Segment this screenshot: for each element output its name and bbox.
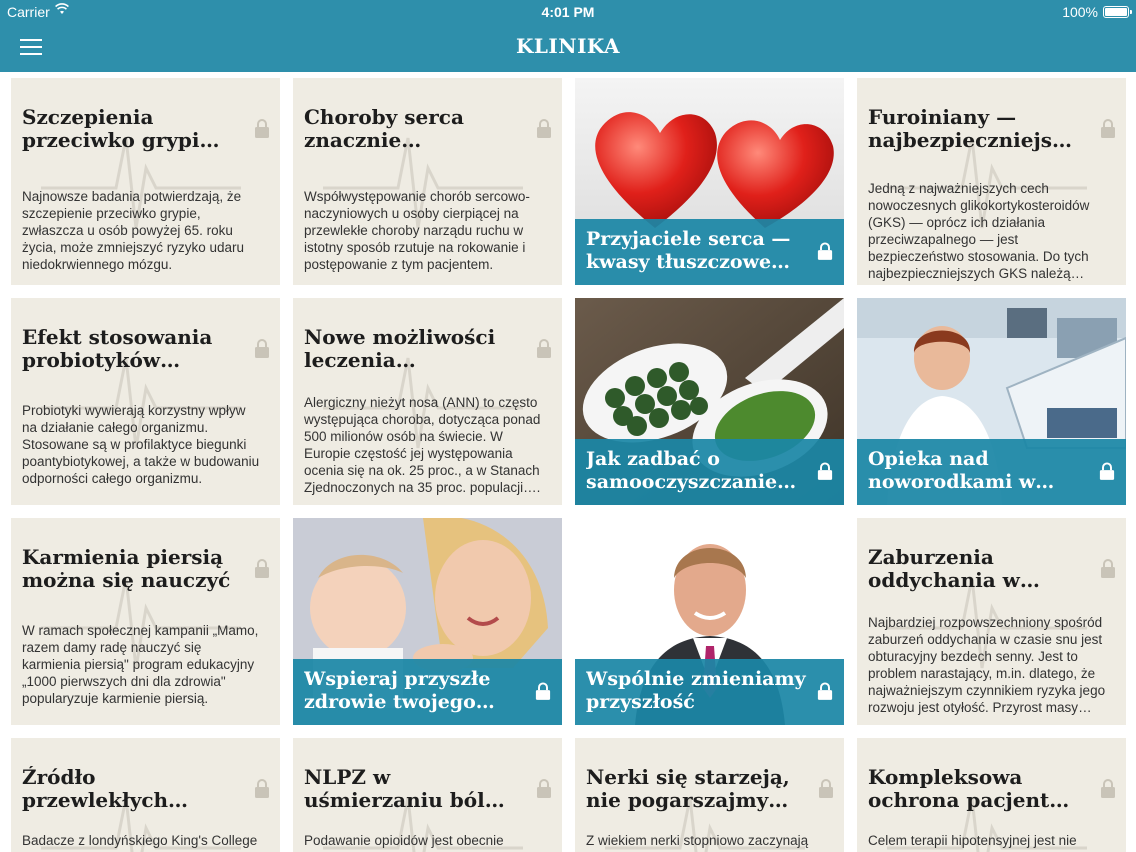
lock-icon [817, 681, 835, 701]
article-title: Furoiniany — najbezpieczniejsze [868, 106, 1077, 152]
lock-icon [818, 778, 834, 798]
carrier-label: Carrier [7, 4, 50, 20]
article-title: NLPZ w uśmierzaniu bólu [304, 766, 500, 812]
article-title-band [293, 659, 562, 725]
article-card[interactable] [857, 738, 1126, 852]
article-description: Współwystępowanie chorób sercowo-naczyniowych u osoby cierpiącej na przewlekłe choroby narządu ruchu w istotny sposób rzutuje na rokowanie i postępowanie z tym pacjentem. [304, 189, 530, 272]
article-card[interactable] [575, 738, 844, 852]
article-grid [0, 72, 1136, 852]
article-card[interactable] [857, 518, 1126, 725]
article-description: Celem terapii hipotensyjnej jest nie [868, 833, 1077, 848]
lock-icon [536, 338, 552, 358]
article-description: Z wiekiem nerki stopniowo zaczynają [586, 833, 809, 848]
page-title: KLINIKA [515, 34, 621, 58]
lock-icon [536, 118, 552, 138]
article-card[interactable] [11, 78, 280, 285]
lock-icon [1100, 778, 1116, 798]
article-card[interactable] [293, 78, 562, 285]
article-card[interactable] [293, 298, 562, 505]
article-title: Opieka nad noworodkami w [868, 448, 1036, 493]
article-description: Jedną z najważniejszych cech nowoczesnych glikokortykosteroidów (GKS) — oprócz ich działania przeciwzapalnego — jest bezpieczeństwo stosowania. Do tych najbezpieczniejszych GKS należą… [868, 181, 1090, 281]
article-card[interactable] [857, 78, 1126, 285]
lock-icon [254, 338, 270, 358]
top-bar [0, 0, 1136, 72]
article-title-band [575, 659, 844, 725]
article-description: Najnowsze badania potwierdzają, że szczepienie przeciwko grypie, zwłaszcza u osób powyżej 65. roku życia, może zmniejszyć ryzyko udaru niedokrwiennego mózgu. [22, 189, 245, 272]
lock-icon [254, 558, 270, 578]
navigation-bar [0, 24, 1136, 72]
article-title: Karmienia piersią można się nauczyć [22, 546, 231, 592]
article-description: Probiotyki wywierają korzystny wpływ na działanie całego organizmu. Stosowane są w profilaktyce biegunki poantybiotykowej, a także w budowaniu odporności całego organizmu. [22, 403, 260, 486]
article-title: Wspieraj przyszłe zdrowie twojego [304, 668, 491, 713]
article-card[interactable] [575, 78, 844, 285]
lock-icon [254, 118, 270, 138]
article-title: Nowe możliwości leczenia [304, 326, 496, 372]
article-card[interactable] [293, 518, 562, 725]
lock-icon [535, 681, 553, 701]
clock: 4:01 PM [541, 4, 595, 20]
article-title-band [575, 439, 844, 505]
lock-icon [817, 241, 835, 261]
article-description: Alergiczny nieżyt nosa (ANN) to często występująca choroba, dotycząca ponad 500 milionów osób na świecie. W Europie częstość jej występowania ocenia się na ok. 25 proc., a w Stanach Zjednoczonych na 35 proc. populacji…. [304, 395, 541, 495]
article-description: Badacze z londyńskiego King's College [22, 833, 258, 848]
article-card[interactable] [575, 518, 844, 725]
battery-percent: 100% [1062, 4, 1098, 20]
article-title: Źródło przewlekłych [22, 766, 169, 812]
article-title: Kompleksowa ochrona pacjenta [868, 766, 1063, 812]
article-card[interactable] [11, 518, 280, 725]
article-title: Przyjaciele serca — kwasy tłuszczowe [586, 228, 791, 273]
lock-icon [254, 778, 270, 798]
article-card[interactable] [11, 738, 280, 852]
article-card[interactable] [575, 298, 844, 505]
article-title-band [857, 439, 1126, 505]
lock-icon [536, 778, 552, 798]
article-title: Szczepienia przeciwko grypie [22, 106, 213, 152]
article-title: Wspólnie zmieniamy przyszłość [586, 668, 806, 713]
article-title: Choroby serca znacznie [304, 106, 464, 152]
lock-icon [1100, 558, 1116, 578]
lock-icon [1099, 461, 1117, 481]
article-description: Podawanie opioidów jest obecnie [304, 833, 504, 848]
article-title: Zaburzenia oddychania w [868, 546, 1020, 592]
article-card[interactable] [11, 298, 280, 505]
article-title: Jak zadbać o samooczyszczanie [586, 448, 778, 493]
article-title-band [575, 219, 844, 285]
lock-icon [1100, 118, 1116, 138]
battery-icon [1103, 6, 1129, 18]
article-description: Najbardziej rozpowszechniony spośród zaburzeń oddychania w czasie snu jest obturacyjny bezdech senny. Jest to problem narastający, m.in. dlatego, że najważniejszym czynnikiem ryzyka jego rozwoju jest otyłość. Przyrost masy [868, 615, 1106, 715]
lock-icon [817, 461, 835, 481]
article-title: Efekt stosowania probiotyków [22, 326, 213, 372]
article-description: W ramach społecznej kampanii „Mamo, razem damy radę nauczyć się karmienia piersią" program edukacyjny „1000 pierwszych dni dla zdrowia" popularyzuje karmienie piersią. [22, 623, 259, 706]
article-title: Nerki się starzeją, nie pogarszajmy [586, 766, 790, 812]
article-card[interactable] [293, 738, 562, 852]
status-bar [0, 0, 1136, 24]
article-card[interactable] [857, 298, 1126, 505]
